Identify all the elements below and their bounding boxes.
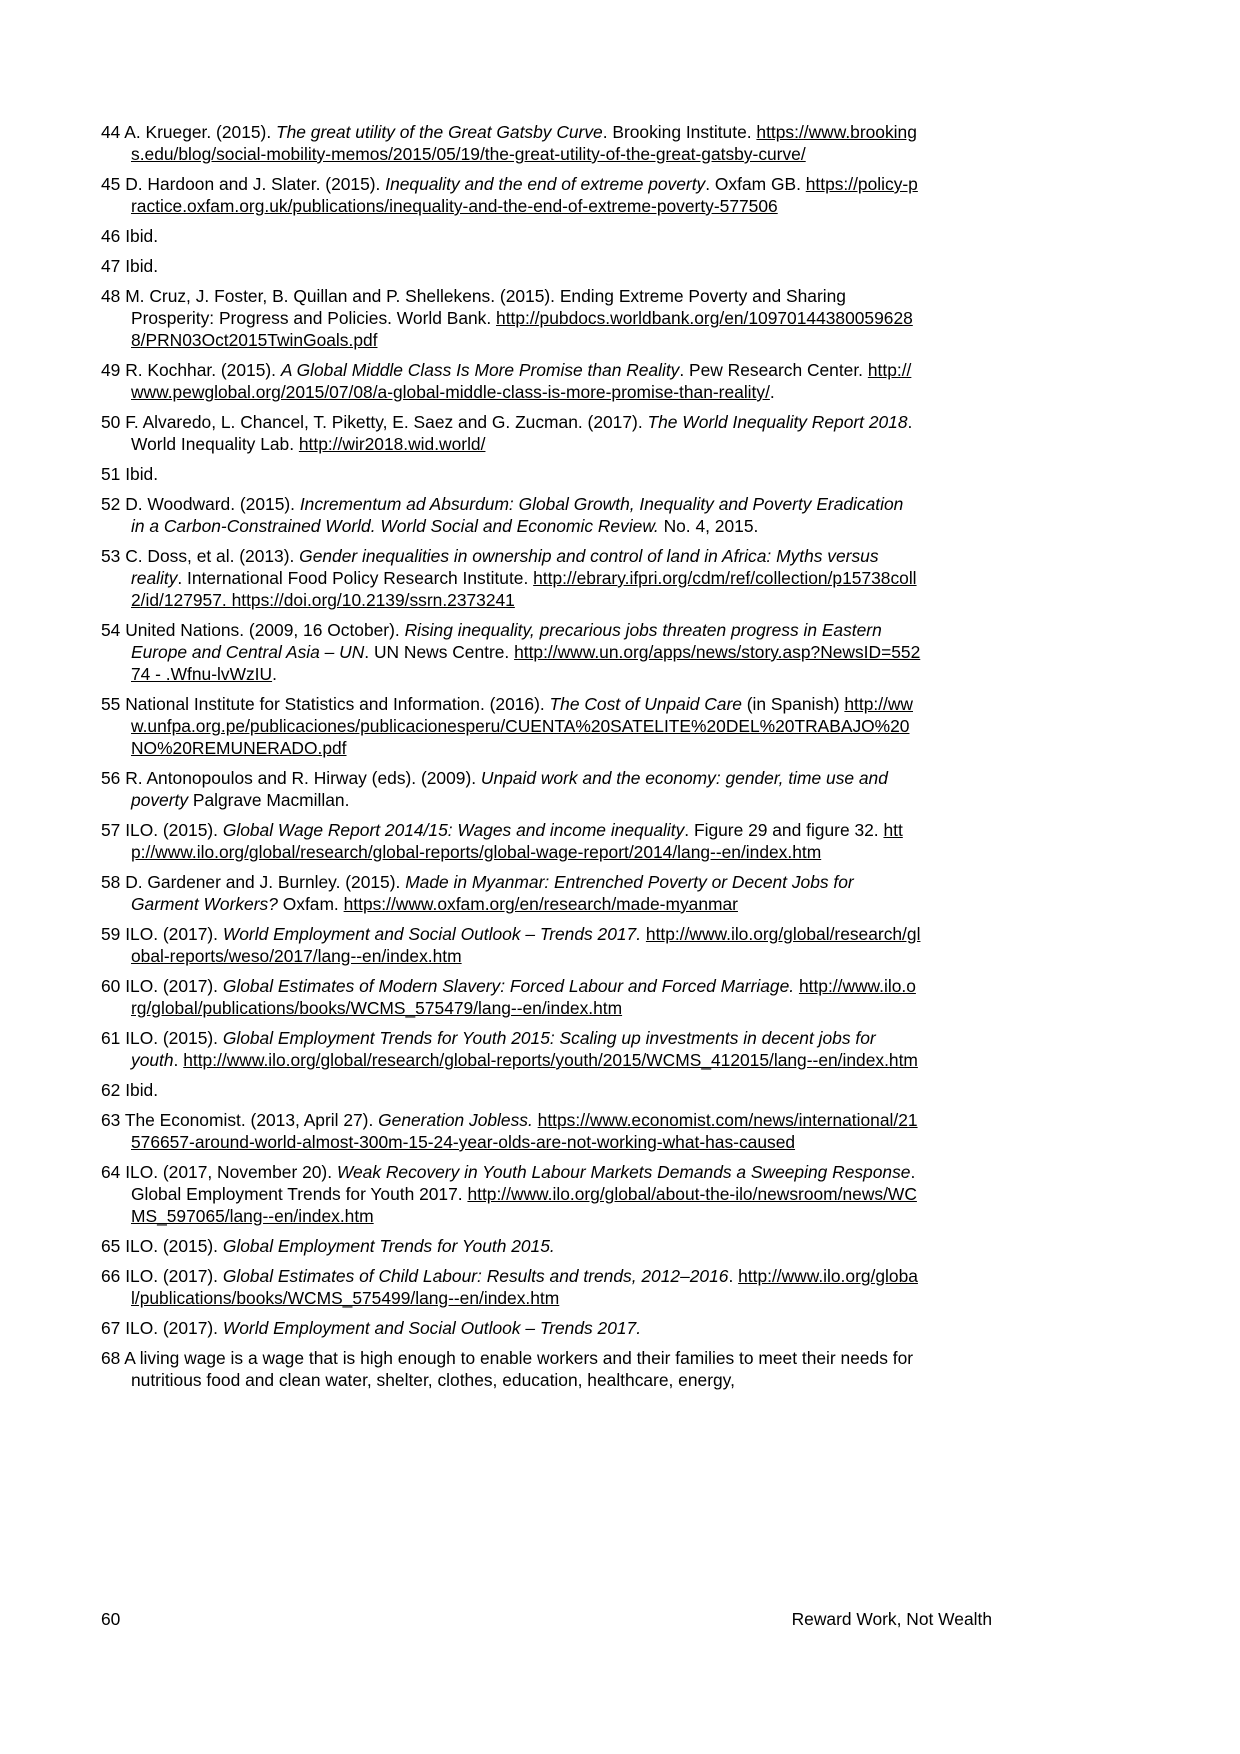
endnote-44 — [101, 121, 921, 165]
endnote-title: Weak Recovery in Youth Labour Markets Demands a Sweeping Response — [336, 1162, 911, 1182]
endnote-link[interactable]: https://www.economist.com/news/international/21576657-around-world-almost-300m-15-24-year-olds-are-not-working-what-has-caused — [131, 1110, 918, 1152]
endnote-text: Oxfam. — [277, 894, 344, 914]
endnote-text: . Brooking Institute. — [602, 122, 757, 142]
endnote-number: 45 — [101, 174, 121, 194]
endnote-text: ILO. (2015). — [125, 820, 223, 840]
endnote-link[interactable]: https://www.brookings.edu/blog/social-mobility-memos/2015/05/19/the-great-utility-of-the-great-gatsby-curve/ — [131, 122, 917, 164]
endnote-text: Ibid. — [125, 464, 159, 484]
endnote-48 — [101, 285, 921, 351]
endnote-text: R. Antonopoulos and R. Hirway (eds). (2009). — [125, 768, 481, 788]
endnote-title: The World Inequality Report 2018 — [647, 412, 908, 432]
endnote-58 — [101, 871, 921, 915]
endnote-number: 54 — [101, 620, 121, 640]
endnote-67 — [101, 1317, 921, 1339]
endnote-65 — [101, 1235, 921, 1257]
endnote-text: . — [173, 1050, 184, 1070]
endnote-number: 52 — [101, 494, 121, 514]
endnote-number: 61 — [101, 1028, 121, 1048]
endnote-68 — [101, 1347, 921, 1391]
endnote-link[interactable]: http://pubdocs.worldbank.org/en/109701443800596288/PRN03Oct2015TwinGoals.pdf — [131, 308, 913, 350]
endnote-number: 64 — [101, 1162, 121, 1182]
endnote-text: C. Doss, et al. (2013). — [125, 546, 300, 566]
endnote-link[interactable]: https://www.oxfam.org/en/research/made-myanmar — [343, 894, 738, 914]
endnote-text: R. Kochhar. (2015). — [125, 360, 281, 380]
endnote-66 — [101, 1265, 921, 1309]
endnote-text: . Global Employment Trends for Youth 2017. — [131, 1162, 916, 1204]
page-number: 60 — [101, 1609, 121, 1629]
endnote-link[interactable]: https://policy-practice.oxfam.org.uk/publications/inequality-and-the-end-of-extreme-poverty-577506 — [131, 174, 918, 216]
endnote-text: ILO. (2015). — [125, 1236, 223, 1256]
endnote-text: ILO. (2017). — [125, 924, 223, 944]
endnote-text: D. Woodward. (2015). — [125, 494, 300, 514]
endnote-title: Unpaid work and the economy: gender, time use and poverty — [131, 768, 888, 810]
endnote-50 — [101, 411, 921, 455]
endnote-text: Ibid. — [125, 256, 159, 276]
endnote-text: . Figure 29 and figure 32. — [684, 820, 884, 840]
endnote-link[interactable]: http://www.pewglobal.org/2015/07/08/a-global-middle-class-is-more-promise-than-reality/ — [131, 360, 912, 402]
endnote-number: 62 — [101, 1080, 121, 1100]
endnote-text: . World Inequality Lab. — [131, 412, 913, 454]
endnote-text: National Institute for Statistics and Information. (2016). — [125, 694, 550, 714]
endnote-text: . UN News Centre. — [364, 642, 515, 662]
endnote-number: 44 — [101, 122, 121, 142]
endnote-61 — [101, 1027, 921, 1071]
endnote-number: 48 — [101, 286, 121, 306]
endnote-64 — [101, 1161, 921, 1227]
endnote-57 — [101, 819, 921, 863]
endnote-59 — [101, 923, 921, 967]
endnote-number: 58 — [101, 872, 121, 892]
endnote-number: 46 — [101, 226, 121, 246]
endnote-link[interactable]: http://www.ilo.org/global/about-the-ilo/newsroom/news/WCMS_597065/lang--en/index.htm — [131, 1184, 917, 1226]
endnote-54 — [101, 619, 921, 685]
endnote-title: World Employment and Social Outlook – Trends 2017. — [222, 924, 642, 944]
endnote-text: ILO. (2017). — [125, 1318, 223, 1338]
endnote-47 — [101, 255, 921, 277]
endnote-text: . International Food Policy Research Institute. — [177, 568, 534, 588]
endnote-text: ILO. (2015). — [125, 1028, 223, 1048]
endnote-46 — [101, 225, 921, 247]
endnote-title: World Employment and Social Outlook – Trends 2017. — [222, 1318, 642, 1338]
endnote-text: A. Krueger. (2015). — [124, 122, 276, 142]
endnote-56 — [101, 767, 921, 811]
endnote-number: 49 — [101, 360, 121, 380]
endnote-number: 59 — [101, 924, 121, 944]
endnote-title: Global Estimates of Child Labour: Results and trends, 2012–2016 — [222, 1266, 729, 1286]
endnote-title: Incrementum ad Absurdum: Global Growth, Inequality and Poverty Eradication in a Carbon-Constrained World. World Social and Economic Review. — [131, 494, 904, 536]
endnote-link[interactable]: http://www.ilo.org/global/research/global-reports/youth/2015/WCMS_412015/lang--en/index.htm — [183, 1050, 918, 1070]
endnote-title: Rising inequality, precarious jobs threaten progress in Eastern Europe and Central Asia – UN — [131, 620, 882, 662]
endnote-title: The great utility of the Great Gatsby Curve — [276, 122, 603, 142]
endnote-text: (in Spanish) — [741, 694, 845, 714]
endnote-title: Global Estimates of Modern Slavery: Forced Labour and Forced Marriage. — [222, 976, 795, 996]
endnotes-list — [101, 121, 921, 1399]
endnote-53 — [101, 545, 921, 611]
endnote-text: United Nations. (2009, 16 October). — [125, 620, 405, 640]
endnote-text: . — [728, 1266, 739, 1286]
endnote-text: Ibid. — [125, 1080, 159, 1100]
endnote-number: 63 — [101, 1110, 121, 1130]
endnote-title: The Cost of Unpaid Care — [549, 694, 742, 714]
endnote-text: No. 4, 2015. — [658, 516, 759, 536]
endnote-52 — [101, 493, 921, 537]
endnote-number: 68 — [101, 1348, 121, 1368]
endnote-text: . Pew Research Center. — [679, 360, 868, 380]
endnote-text: D. Gardener and J. Burnley. (2015). — [125, 872, 406, 892]
endnote-text: Palgrave Macmillan. — [188, 790, 350, 810]
endnote-title: Made in Myanmar: Entrenched Poverty or Decent Jobs for Garment Workers? — [131, 872, 854, 914]
endnote-number: 53 — [101, 546, 121, 566]
endnote-number: 50 — [101, 412, 121, 432]
endnote-link[interactable]: http://ebrary.ifpri.org/cdm/ref/collection/p15738coll2/id/127957. https://doi.org/10.2139/ssrn.2373241 — [131, 568, 917, 610]
endnote-text: M. Cruz, J. Foster, B. Quillan and P. Shellekens. (2015). Ending Extreme Poverty and Sharing Prosperity: Progress and Policies. World Bank. — [125, 286, 846, 328]
endnote-number: 55 — [101, 694, 121, 714]
endnote-49 — [101, 359, 921, 403]
endnote-number: 51 — [101, 464, 121, 484]
endnote-text: . — [272, 664, 277, 684]
endnote-60 — [101, 975, 921, 1019]
endnote-number: 67 — [101, 1318, 121, 1338]
endnote-title: Inequality and the end of extreme poverty — [385, 174, 706, 194]
endnote-text: F. Alvaredo, L. Chancel, T. Piketty, E. Saez and G. Zucman. (2017). — [125, 412, 648, 432]
endnote-title: Generation Jobless. — [378, 1110, 533, 1130]
endnote-number: 47 — [101, 256, 121, 276]
endnote-link[interactable]: http://www.unfpa.org.pe/publicaciones/publicacionesperu/CUENTA%20SATELITE%20DEL%20TRABAJO%20NO%20REMUNERADO.pdf — [131, 694, 913, 758]
endnote-number: 66 — [101, 1266, 121, 1286]
endnote-number: 57 — [101, 820, 121, 840]
endnote-link[interactable]: http://www.ilo.org/global/publications/books/WCMS_575499/lang--en/index.htm — [131, 1266, 918, 1308]
endnote-45 — [101, 173, 921, 217]
endnote-title: A Global Middle Class Is More Promise than Reality — [280, 360, 680, 380]
endnote-62 — [101, 1079, 921, 1101]
endnote-text: D. Hardoon and J. Slater. (2015). — [125, 174, 386, 194]
endnote-text: The Economist. (2013, April 27). — [124, 1110, 379, 1130]
endnote-number: 65 — [101, 1236, 121, 1256]
endnote-text: . Oxfam GB. — [705, 174, 806, 194]
endnote-text: A living wage is a wage that is high enough to enable workers and their families to meet their needs for nutritious food and clean water, shelter, clothes, education, healthcare, energy, — [124, 1348, 914, 1390]
endnote-text: ILO. (2017). — [125, 1266, 223, 1286]
endnote-title: Global Wage Report 2014/15: Wages and income inequality — [222, 820, 685, 840]
endnote-number: 60 — [101, 976, 121, 996]
endnote-link[interactable]: http://www.ilo.org/global/publications/books/WCMS_575479/lang--en/index.htm — [131, 976, 916, 1018]
endnote-55 — [101, 693, 921, 759]
endnote-text: ILO. (2017). — [125, 976, 223, 996]
endnote-link[interactable]: http://www.un.org/apps/news/story.asp?NewsID=55274 - .Wfnu-lvWzIU — [131, 642, 921, 684]
endnote-title: Gender inequalities in ownership and control of land in Africa: Myths versus reality — [131, 546, 879, 588]
endnote-link[interactable]: http://wir2018.wid.world/ — [298, 434, 486, 454]
endnote-51 — [101, 463, 921, 485]
endnote-63 — [101, 1109, 921, 1153]
endnote-link[interactable]: http://www.ilo.org/global/research/global-reports/weso/2017/lang--en/index.htm — [131, 924, 921, 966]
endnote-text: ILO. (2017, November 20). — [125, 1162, 337, 1182]
endnote-text: Ibid. — [125, 226, 159, 246]
endnote-title: Global Employment Trends for Youth 2015: Scaling up investments in decent jobs for youth — [131, 1028, 876, 1070]
endnote-link[interactable]: http://www.ilo.org/global/research/global-reports/global-wage-report/2014/lang--en/index.htm — [131, 820, 903, 862]
endnote-text: . — [769, 382, 775, 402]
endnote-number: 56 — [101, 768, 121, 788]
publication-title: Reward Work, Not Wealth — [791, 1609, 992, 1629]
endnote-title: Global Employment Trends for Youth 2015. — [222, 1236, 555, 1256]
